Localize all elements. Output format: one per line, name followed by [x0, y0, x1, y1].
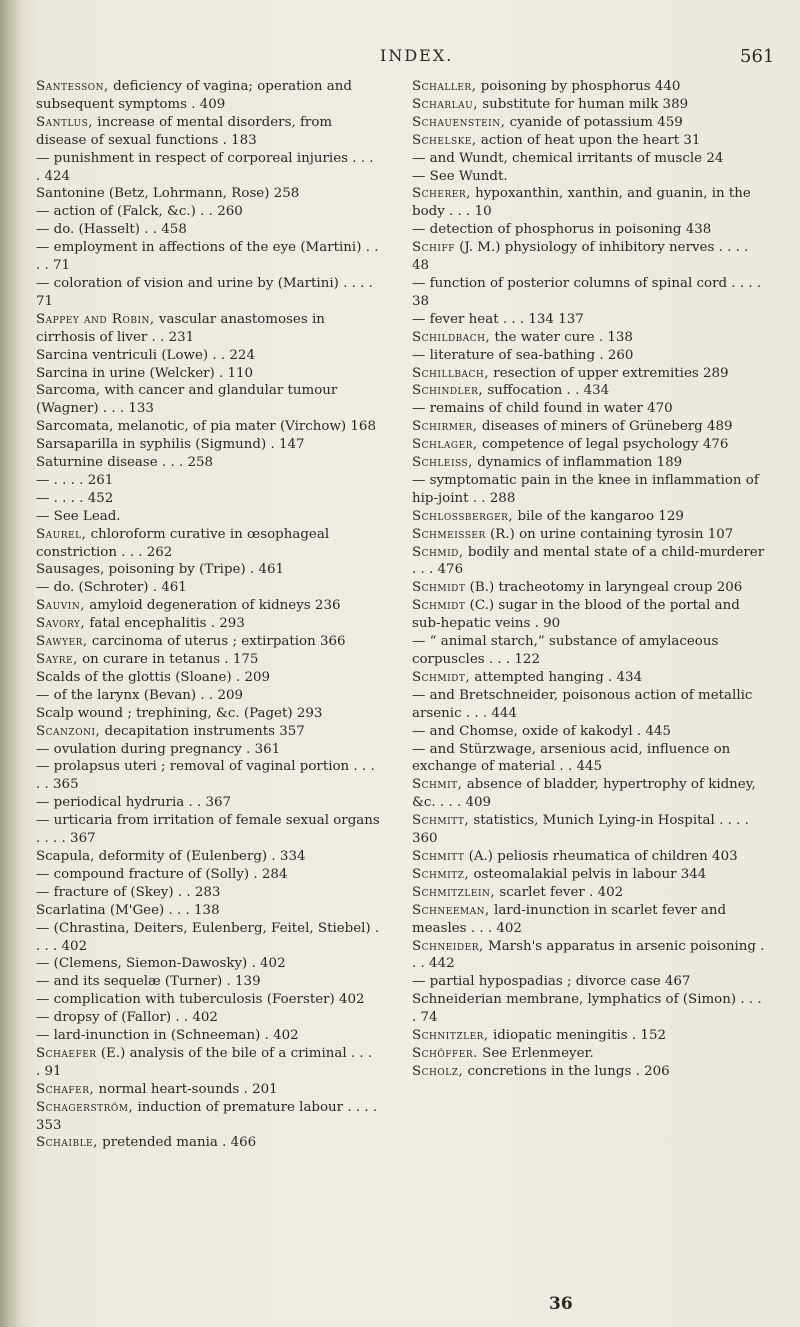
index-entry [36, 347, 380, 365]
page-number: 561 [740, 46, 775, 67]
entry-text: decapitation instruments 357 [100, 723, 305, 739]
entry-text: attempted hanging . 434 [470, 669, 643, 685]
entry-text: — fracture of (Skey) . . 283 [36, 884, 221, 900]
entry-text: normal heart-sounds . 201 [94, 1081, 278, 1097]
entry-text: poisoning by phosphorus 440 [476, 79, 681, 94]
index-entry [36, 1027, 380, 1045]
index-entry [412, 579, 766, 597]
index-entry [412, 902, 766, 938]
index-entry [412, 239, 766, 275]
index-entry [36, 723, 380, 741]
entry-text: — and Stürzwage, arsenious acid, influence on exchange of material . . 445 [412, 741, 731, 775]
index-entry [36, 1134, 380, 1152]
entry-name: Santesson, [36, 79, 109, 94]
index-entry [412, 382, 766, 400]
index-entry [36, 615, 380, 633]
entry-name: Schaible, [36, 1135, 98, 1151]
entry-name: Schmid, [412, 544, 464, 560]
index-entry [36, 472, 380, 490]
index-entry [412, 723, 766, 741]
entry-text: Sarcina ventriculi (Lowe) . . 224 [36, 347, 255, 363]
entry-name: Scharlau, [412, 96, 479, 112]
entry-name: Schafer, [36, 1081, 95, 1097]
index-entry [36, 955, 380, 973]
index-entry [412, 400, 766, 418]
entry-name: Schillbach, [412, 365, 490, 381]
entry-text: Scalp wound ; trephining, &c. (Paget) 293 [36, 705, 323, 721]
entry-text: Santonine (Betz, Lohrmann, Rose) 258 [36, 186, 300, 202]
entry-text: — See Lead. [36, 508, 121, 524]
index-entry [412, 150, 766, 168]
entry-name: Sawyer, [36, 634, 88, 650]
entry-text: Schneiderian membrane, lymphatics of (Simon) . . . . 74 [412, 992, 762, 1026]
entry-text: — ovulation during pregnancy . 361 [36, 741, 281, 757]
entry-name: Schneider, [412, 938, 484, 954]
entry-name: Schleiss, [412, 455, 473, 471]
index-entry [36, 794, 380, 812]
index-entry [412, 848, 766, 866]
entry-text: — literature of sea-bathing . 260 [412, 347, 634, 363]
entry-text: — dropsy of (Fallor) . . 402 [36, 1010, 218, 1026]
entry-name: Sayre, [36, 652, 78, 667]
entry-text: — action of (Falck, &c.) . . 260 [36, 204, 243, 220]
index-entry [36, 561, 380, 579]
entry-text: scarlet fever . 402 [495, 884, 624, 900]
entry-text: cyanide of potassium 459 [505, 114, 683, 130]
entry-name: Schmitzlein, [412, 884, 496, 900]
index-entry [36, 490, 380, 508]
entry-text: — do. (Hasselt) . . 458 [36, 222, 187, 238]
entry-text: Saturnine disease . . . 258 [36, 455, 214, 471]
entry-name: Schmidt [412, 598, 466, 614]
index-entry [36, 902, 380, 920]
running-head: INDEX. [380, 46, 454, 65]
entry-name: Schmeisser [412, 526, 486, 542]
index-entry [36, 848, 380, 866]
entry-text: — of the larynx (Bevan) . . 209 [36, 687, 243, 703]
entry-name: Saurel, [36, 526, 87, 542]
index-entry [412, 973, 766, 991]
entry-name: Scherer, [412, 186, 471, 202]
index-entry [412, 741, 766, 777]
entry-name: Schmitt, [412, 813, 470, 829]
entry-text: bile of the kangaroo 129 [513, 508, 684, 524]
index-entry [412, 1063, 766, 1081]
index-entry [412, 776, 766, 812]
entry-name: Schmidt [412, 580, 466, 596]
entry-name: Schelske, [412, 132, 477, 148]
entry-text: Scalds of the glottis (Sloane) . 209 [36, 669, 271, 685]
entry-text: fatal encephalitis . 293 [85, 616, 245, 632]
index-entry [412, 78, 766, 96]
entry-text: vascular anastomoses in cirrhosis of liver . . 231 [36, 311, 325, 345]
entry-text: — urticaria from irritation of female sexual organs . . . . 367 [36, 813, 380, 847]
index-entry [412, 454, 766, 472]
entry-text: increase of mental disorders, from disease of sexual functions . 183 [36, 114, 333, 148]
index-entry [36, 185, 380, 203]
entry-text: — fever heat . . . 134 137 [412, 311, 584, 327]
entry-text: competence of legal psychology 476 [477, 437, 729, 453]
entry-name: Schöffer. [412, 1045, 478, 1061]
entry-text: (R.) on urine containing tyrosin 107 [485, 526, 734, 542]
index-entry [36, 705, 380, 723]
entry-text: resection of upper extremities 289 [489, 365, 729, 381]
entry-text: — coloration of vision and urine by (Martini) . . . . 71 [36, 275, 373, 309]
index-entry [36, 866, 380, 884]
index-entry [36, 669, 380, 687]
entry-name: Schildbach, [412, 329, 491, 345]
entry-text: — See Wundt. [412, 168, 508, 184]
index-entry [36, 365, 380, 383]
entry-text: — punishment in respect of corporeal injuries . . . . 424 [36, 150, 374, 184]
entry-text: — . . . . 452 [36, 490, 114, 506]
entry-text: — function of posterior columns of spinal cord . . . . 38 [412, 275, 762, 309]
index-entry [36, 114, 380, 150]
index-entry [36, 741, 380, 759]
entry-text: substitute for human milk 389 [478, 96, 689, 112]
index-entry [36, 651, 380, 669]
index-entry [412, 329, 766, 347]
entry-name: Schirmer, [412, 419, 478, 435]
entry-name: Schagerström, [36, 1099, 134, 1115]
index-entry [412, 866, 766, 884]
index-entry [36, 275, 380, 311]
index-entry [36, 597, 380, 615]
book-gutter-shadow [0, 0, 22, 1327]
entry-text: suffocation . . 434 [483, 383, 610, 399]
entry-text: Sarcoma, with cancer and glandular tumour (Wagner) . . . 133 [36, 383, 338, 417]
entry-name: Schaefer [36, 1045, 97, 1061]
entry-name: Scanzoni, [36, 723, 101, 739]
entry-text: hypoxanthin, xanthin, and guanin, in the body . . . 10 [412, 186, 751, 220]
entry-text: — . . . . 261 [36, 472, 114, 488]
entry-name: Sauvin, [36, 598, 85, 614]
entry-text: — do. (Schroter) . 461 [36, 580, 187, 596]
entry-text: — periodical hydruria . . 367 [36, 795, 232, 811]
index-entry [36, 1081, 380, 1099]
index-entry [36, 454, 380, 472]
index-entry [36, 239, 380, 275]
entry-text: See Erlenmeyer. [477, 1045, 594, 1061]
index-entry [36, 311, 380, 347]
entry-text: Marsh's apparatus in arsenic poisoning . . . 442 [412, 938, 765, 972]
entry-name: Schlossberger, [412, 508, 514, 524]
entry-text: — compound fracture of (Solly) . 284 [36, 866, 288, 882]
index-entry [36, 812, 380, 848]
entry-text: absence of bladder, hypertrophy of kidney, &c. . . . 409 [412, 777, 756, 811]
entry-text: — “ animal starch,” substance of amylaceous corpuscles . . . 122 [412, 634, 719, 667]
index-entry [36, 1009, 380, 1027]
entry-name: Schmitz, [412, 866, 470, 882]
entry-text: — prolapsus uteri ; removal of vaginal portion . . . . . 365 [36, 759, 375, 793]
entry-name: Schmit, [412, 777, 463, 793]
entry-text: — and Wundt, chemical irritants of muscle 24 [412, 150, 724, 166]
index-entry [412, 1045, 766, 1063]
entry-text: action of heat upon the heart 31 [476, 132, 701, 148]
index-entry [412, 938, 766, 974]
entry-name: Schaller, [412, 79, 477, 94]
index-entry [412, 114, 766, 132]
entry-name: Schiff [412, 240, 455, 256]
entry-name: Santlus, [36, 114, 94, 130]
entry-text: (A.) peliosis rheumatica of children 403 [464, 848, 738, 864]
entry-name: Scholz, [412, 1063, 464, 1079]
index-entry [412, 96, 766, 114]
index-entry [412, 132, 766, 150]
index-entry [412, 812, 766, 848]
index-entry [36, 436, 380, 454]
entry-name: Schneeman, [412, 902, 490, 918]
index-entry [412, 311, 766, 329]
entry-text: Sarcina in urine (Welcker) . 110 [36, 365, 254, 381]
entry-text: — lard-inunction in (Schneeman) . 402 [36, 1028, 299, 1044]
entry-text: (B.) tracheotomy in laryngeal croup 206 [465, 580, 743, 596]
entry-text: the water cure . 138 [490, 329, 633, 345]
entry-name: Schmitt [412, 848, 465, 864]
entry-text: — partial hypospadias ; divorce case 467 [412, 974, 691, 990]
entry-text: Sausages, poisoning by (Tripe) . 461 [36, 562, 285, 578]
entry-text: — complication with tuberculosis (Foerster) 402 [36, 992, 365, 1008]
index-entry [36, 973, 380, 991]
entry-text: — (Clemens, Siemon-Dawosky) . 402 [36, 956, 286, 972]
entry-text: diseases of miners of Grüneberg 489 [477, 419, 733, 435]
index-entry [412, 185, 766, 221]
entry-text: Scarlatina (M'Gee) . . . 138 [36, 902, 220, 918]
entry-text: — employment in affections of the eye (Martini) . . . . 71 [36, 240, 379, 274]
index-entry [412, 597, 766, 633]
entry-text: — symptomatic pain in the knee in inflammation of hip-joint . . 288 [412, 472, 759, 506]
entry-text: — and Bretschneider, poisonous action of metallic arsenic . . . 444 [412, 687, 753, 721]
index-entry [36, 526, 380, 562]
entry-name: Schmidt, [412, 669, 471, 685]
entry-name: Schauenstein, [412, 114, 506, 130]
entry-text: — and Chomse, oxide of kakodyl . 445 [412, 723, 671, 739]
index-entry [36, 221, 380, 239]
index-column-right [412, 78, 766, 1081]
index-entry [412, 472, 766, 508]
entry-text: (J. M.) physiology of inhibitory nerves . . . . 48 [412, 240, 749, 274]
entry-name: Schlager, [412, 437, 478, 453]
index-entry [36, 418, 380, 436]
entry-text: Sarcomata, melanotic, of pia mater (Virchow) 168 [36, 419, 376, 435]
index-entry [412, 436, 766, 454]
entry-text: Scapula, deformity of (Eulenberg) . 334 [36, 848, 306, 864]
index-entry [36, 758, 380, 794]
index-entry [412, 884, 766, 902]
entry-name: Savory, [36, 616, 86, 632]
index-entry [412, 418, 766, 436]
index-entry [412, 168, 766, 186]
index-entry [36, 203, 380, 221]
entry-text: statistics, Munich Lying-in Hospital . . . . 360 [412, 813, 749, 847]
entry-name: Sappey and Robin, [36, 311, 155, 327]
entry-text: — remains of child found in water 470 [412, 401, 673, 417]
index-entry [36, 1099, 380, 1135]
index-entry [36, 991, 380, 1009]
entry-name: Schindler, [412, 383, 484, 399]
index-entry [36, 508, 380, 526]
entry-text: carcinoma of uterus ; extirpation 366 [87, 634, 346, 650]
entry-text: — detection of phosphorus in poisoning 438 [412, 222, 712, 238]
page-header [0, 46, 800, 70]
entry-text: — (Chrastina, Deiters, Eulenberg, Feitel, Stiebel) . . . . 402 [36, 920, 380, 954]
entry-text: dynamics of inflammation 189 [472, 455, 683, 471]
index-entry [36, 687, 380, 705]
entry-text: pretended mania . 466 [97, 1135, 257, 1151]
index-entry [36, 382, 380, 418]
index-entry [36, 1045, 380, 1081]
index-entry [36, 150, 380, 186]
entry-text: concretions in the lungs . 206 [463, 1063, 670, 1079]
entry-text: amyloid degeneration of kidneys 236 [84, 598, 341, 614]
entry-text: (E.) analysis of the bile of a criminal . . . . 91 [36, 1045, 373, 1079]
entry-text: (C.) sugar in the blood of the portal and sub-hepatic veins . 90 [412, 598, 740, 632]
entry-text: osteomalakial pelvis in labour 344 [469, 866, 707, 882]
index-entry [412, 544, 766, 580]
entry-text: deficiency of vagina; operation and subsequent symptoms . 409 [36, 79, 352, 112]
index-entry [36, 579, 380, 597]
index-entry [412, 991, 766, 1027]
signature-mark: 36 [549, 1294, 573, 1314]
index-entry [412, 633, 766, 669]
index-entry [412, 275, 766, 311]
index-entry [412, 526, 766, 544]
index-entry [36, 920, 380, 956]
entry-text: bodily and mental state of a child-murderer . . . 476 [412, 544, 765, 578]
entry-text: — and its sequelæ (Turner) . 139 [36, 974, 261, 990]
index-entry [412, 687, 766, 723]
index-entry [412, 221, 766, 239]
index-entry [412, 669, 766, 687]
entry-name: Schnitzler, [412, 1028, 489, 1044]
index-entry [412, 365, 766, 383]
index-entry [36, 78, 380, 114]
entry-text: lard-inunction in scarlet fever and measles . . . 402 [412, 902, 727, 936]
index-entry [412, 1027, 766, 1045]
entry-text: on curare in tetanus . 175 [77, 652, 259, 667]
index-entry [412, 347, 766, 365]
index-entry [36, 884, 380, 902]
entry-text: idiopatic meningitis . 152 [488, 1028, 666, 1044]
index-entry [412, 508, 766, 526]
index-column-left [36, 78, 380, 1152]
entry-text: chloroform curative in œsophageal constriction . . . 262 [36, 526, 330, 560]
entry-text: Sarsaparilla in syphilis (Sigmund) . 147 [36, 437, 305, 453]
entry-text: induction of premature labour . . . . 353 [36, 1099, 378, 1133]
index-entry [36, 633, 380, 651]
